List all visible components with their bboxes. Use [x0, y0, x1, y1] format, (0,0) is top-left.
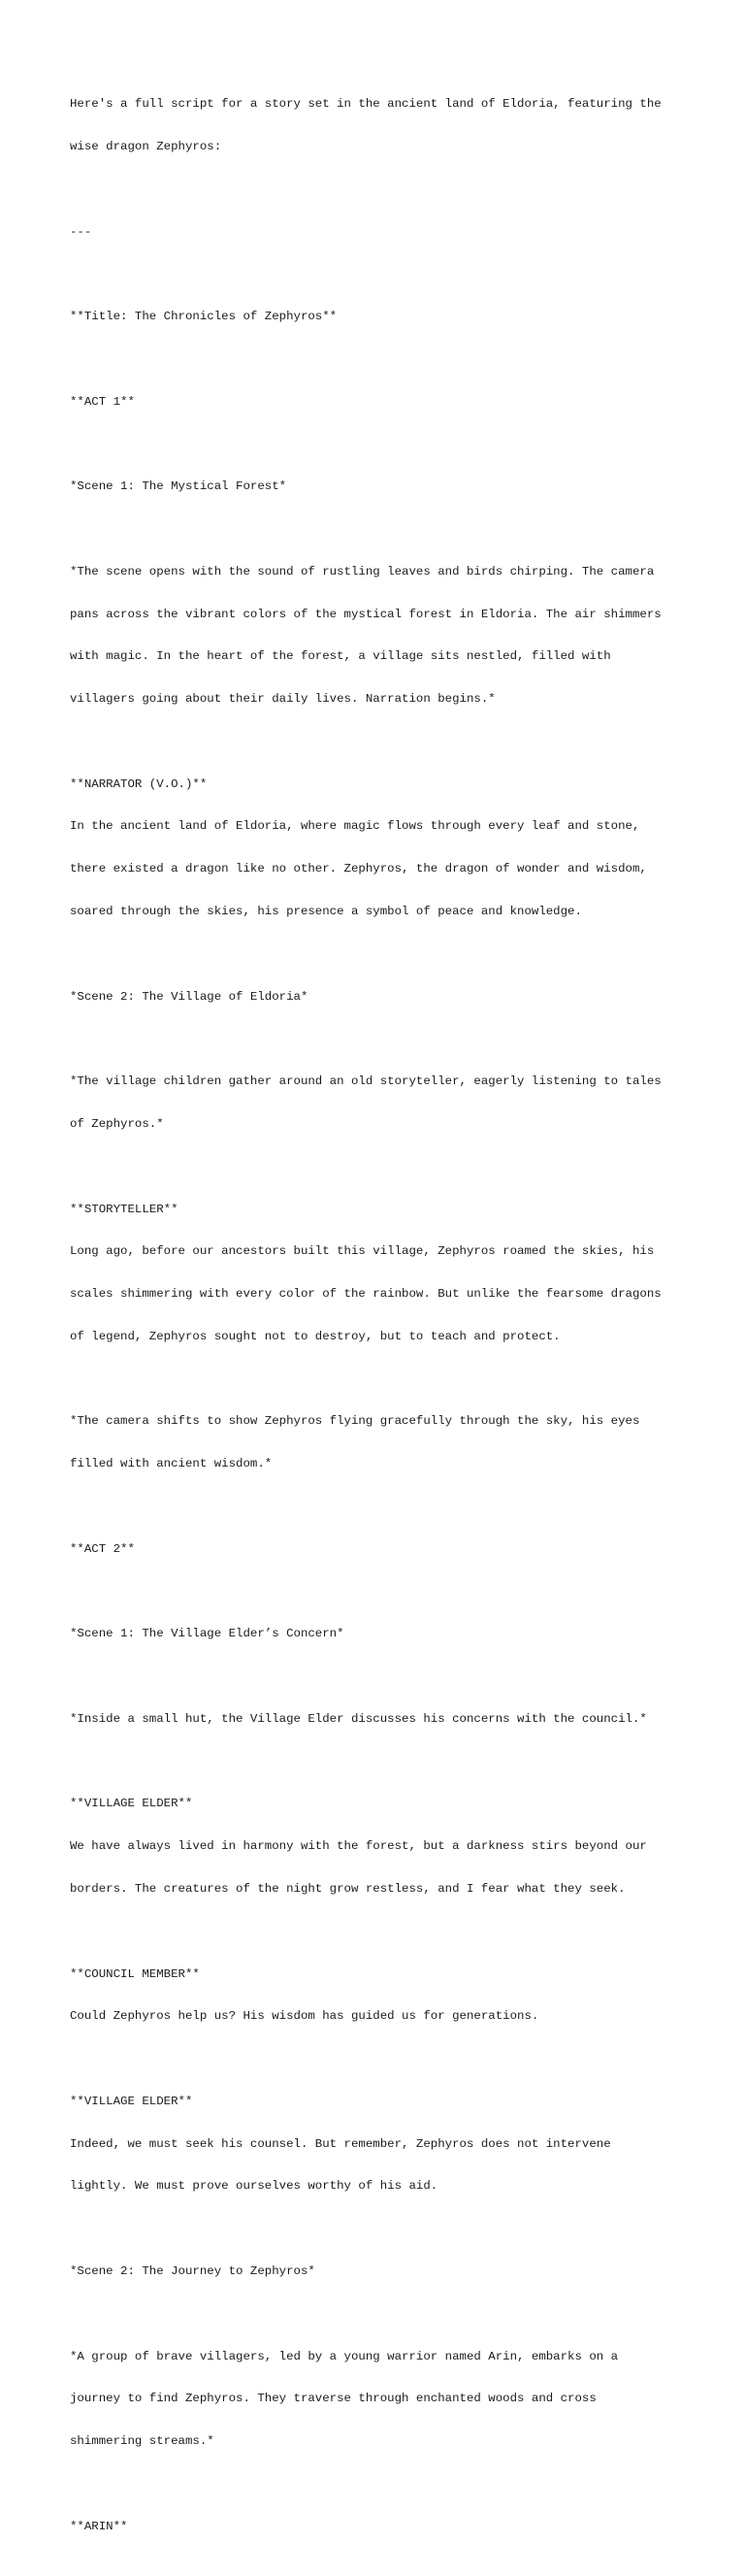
character-name: **ARIN** [70, 2519, 128, 2533]
separator [70, 196, 691, 267]
text-line: Here's a full script for a story set in the ancient land of Eldoria, featuring the [70, 97, 662, 112]
stage-direction [70, 537, 691, 735]
text-line: of legend, Zephyros sought not to destroy, but to teach and protect. [70, 1329, 561, 1343]
text-line: **Title: The Chronicles of Zephyros** [70, 310, 338, 324]
scene-heading [70, 961, 691, 1032]
character-name: **COUNCIL MEMBER** [70, 1966, 200, 1981]
text-line: filled with ancient wisdom.* [70, 1457, 273, 1471]
text-line: Indeed, we must seek his counsel. But remember, Zephyros does not intervene [70, 2136, 611, 2151]
scene-heading [70, 451, 691, 522]
stage-direction [70, 1046, 691, 1160]
text-line: soared through the skies, his presence a symbol of peace and knowledge. [70, 905, 582, 919]
text-line: journey to find Zephyros. They traverse through enchanted woods and cross [70, 2392, 597, 2406]
dialogue-block [70, 749, 691, 947]
text-line: Could Zephyros help us? His wisdom has guided us for generations. [70, 2009, 539, 2024]
dialogue-block [70, 2492, 691, 2562]
text-line: with magic. In the heart of the forest, a village sits nestled, filled with [70, 649, 611, 664]
character-name: **VILLAGE ELDER** [70, 1797, 193, 1811]
text-line: villagers going about their daily lives. Narration begins.* [70, 692, 496, 707]
text-line: *Scene 2: The Journey to Zephyros* [70, 2264, 315, 2279]
script-title [70, 281, 691, 352]
text-line: lightly. We must prove ourselves worthy of his aid. [70, 2179, 438, 2194]
text-line: wise dragon Zephyros: [70, 139, 222, 153]
text-line: We have always lived in harmony with the forest, but a darkness stirs beyond our [70, 1839, 647, 1854]
dialogue-block [70, 2066, 691, 2223]
intro-paragraph [70, 69, 691, 182]
act-heading [70, 366, 691, 437]
stage-direction [70, 1684, 691, 1755]
text-line: shimmering streams.* [70, 2434, 214, 2449]
text-line: of Zephyros.* [70, 1116, 164, 1131]
text-line: *Inside a small hut, the Village Elder discusses his concerns with the council.* [70, 1711, 647, 1726]
text-line: there existed a dragon like no other. Zephyros, the dragon of wonder and wisdom, [70, 862, 647, 876]
dialogue-block [70, 1173, 691, 1371]
text-line: **ACT 2** [70, 1541, 135, 1556]
text-line: pans across the vibrant colors of the mystical forest in Eldoria. The air shimmers [70, 607, 662, 621]
text-line: *Scene 2: The Village of Eldoria* [70, 989, 308, 1004]
character-name: **STORYTELLER** [70, 1202, 178, 1216]
text-line: *Scene 1: The Village Elder’s Concern* [70, 1627, 344, 1641]
dialogue-block [70, 1768, 691, 1925]
text-line: borders. The creatures of the night grow restless, and I fear what they seek. [70, 1882, 626, 1896]
text-line: *A group of brave villagers, led by a young warrior named Arin, embarks on a [70, 2349, 619, 2363]
text-line: --- [70, 224, 92, 239]
stage-direction [70, 1386, 691, 1500]
script-document [70, 69, 691, 2576]
dialogue-block [70, 1938, 691, 2052]
text-line: *The village children gather around an old storyteller, eagerly listening to tales [70, 1074, 662, 1089]
text-line: scales shimmering with every color of the rainbow. But unlike the fearsome dragons [70, 1287, 662, 1302]
scene-heading [70, 1599, 691, 1669]
text-line: **ACT 1** [70, 394, 135, 409]
stage-direction [70, 2321, 691, 2477]
text-line: Long ago, before our ancestors built this village, Zephyros roamed the skies, his [70, 1244, 655, 1259]
scene-heading [70, 2236, 691, 2307]
character-name: **NARRATOR (V.O.)** [70, 776, 208, 791]
text-line: *Scene 1: The Mystical Forest* [70, 479, 287, 494]
text-line: *The camera shifts to show Zephyros flying gracefully through the sky, his eyes [70, 1414, 640, 1429]
text-line: *The scene opens with the sound of rustling leaves and birds chirping. The camera [70, 564, 655, 578]
text-line: In the ancient land of Eldoria, where magic flows through every leaf and stone, [70, 819, 640, 834]
act-heading [70, 1514, 691, 1585]
character-name: **VILLAGE ELDER** [70, 2094, 193, 2108]
